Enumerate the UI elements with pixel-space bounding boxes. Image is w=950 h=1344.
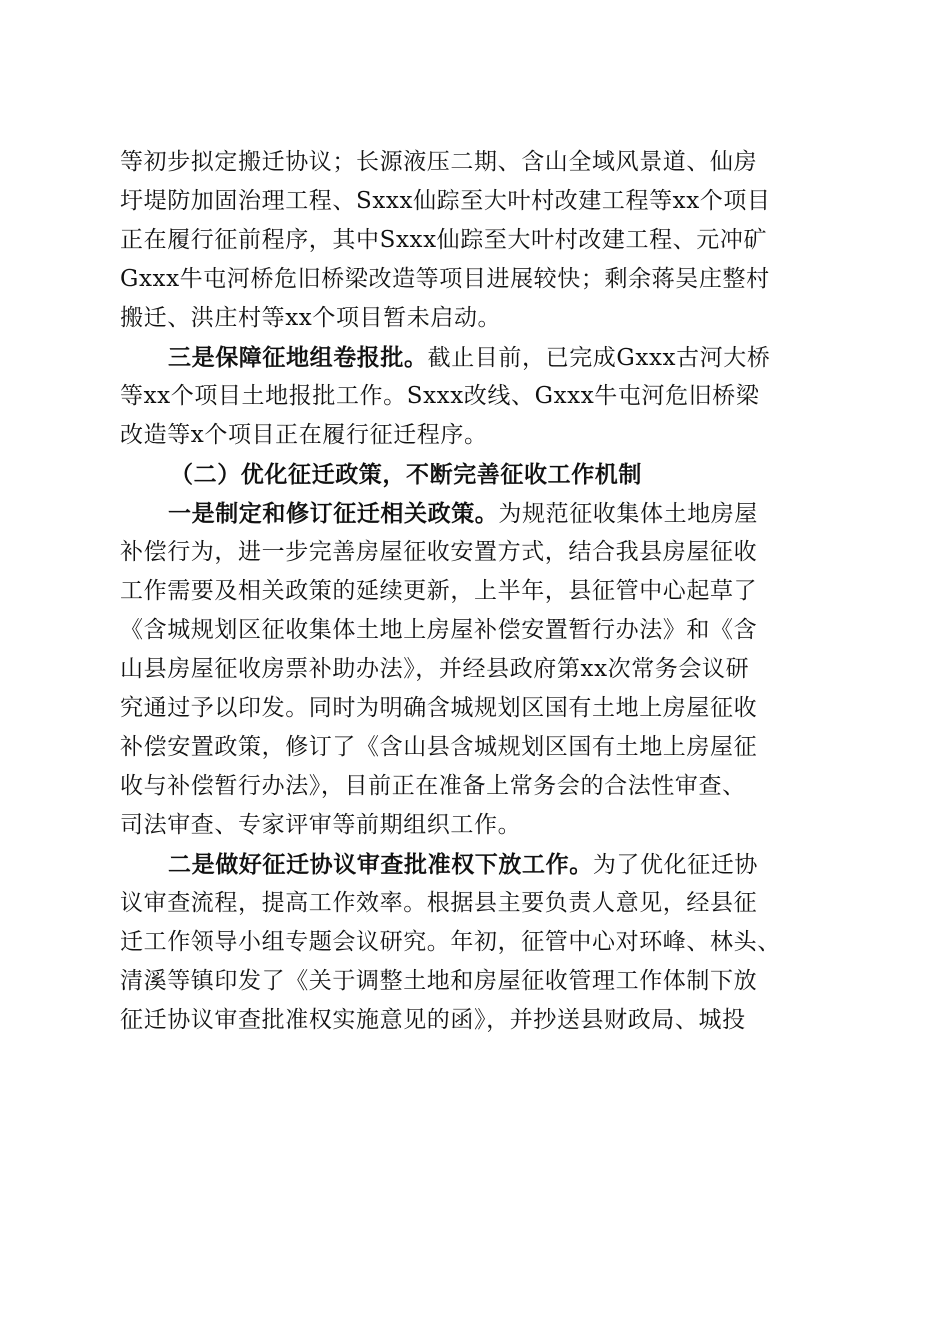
text-line: 圩堤防加固治理工程、Sxxx仙踪至大叶村改建工程等xx个项目 — [120, 188, 771, 214]
paragraph-text: 为了优化征迁协 — [592, 852, 759, 878]
text-line: 征迁协议审查批准权实施意见的函》，并抄送县财政局、城投 — [120, 1007, 746, 1033]
paragraph-land-acquisition-progress — [120, 143, 840, 338]
paragraph-text: 截止目前，已完成Gxxx古河大桥 — [427, 345, 771, 371]
text-line — [120, 845, 840, 884]
text-line: 清溪等镇印发了《关于调整土地和房屋征收管理工作体制下放 — [120, 968, 758, 994]
text-line: 工作需要及相关政策的延续更新，上半年，县征管中心起草了 — [120, 578, 758, 604]
paragraph-lead-heading: 三是保障征地组卷报批。 — [168, 344, 428, 371]
paragraph-lead-heading: 二是做好征迁协议审查批准权下放工作。 — [168, 851, 593, 878]
text-line: 搬迁、洪庄村等xx个项目暂未启动。 — [120, 305, 502, 331]
paragraph-land-approval — [120, 338, 840, 455]
text-line: 改造等x个项目正在履行征迁程序。 — [120, 422, 488, 448]
text-line — [120, 338, 840, 377]
text-line: 等xx个项目土地报批工作。Sxxx改线、Gxxx牛屯河危旧桥梁 — [120, 383, 760, 409]
paragraph-lead-heading: 一是制定和修订征迁相关政策。 — [168, 500, 499, 527]
document-body — [120, 143, 840, 1040]
text-line: 究通过予以印发。同时为明确含城规划区国有土地上房屋征收 — [120, 695, 758, 721]
text-line: 山县房屋征收房票补助办法》，并经县政府第xx次常务会议研 — [120, 656, 750, 682]
text-line: 迁工作领导小组专题会议研究。年初，征管中心对环峰、林头、 — [120, 929, 781, 955]
text-line: 司法审查、专家评审等前期组织工作。 — [120, 812, 522, 838]
section-title: （二）优化征迁政策，不断完善征收工作机制 — [170, 461, 642, 488]
text-line: 收与补偿暂行办法》，目前正在准备上常务会的合法性审查、 — [120, 773, 746, 799]
text-line: 补偿行为，进一步完善房屋征收安置方式，结合我县房屋征收 — [120, 539, 758, 565]
text-line: 等初步拟定搬迁协议；长源液压二期、含山全域风景道、仙房 — [120, 149, 758, 175]
section-heading — [120, 455, 840, 494]
text-line: Gxxx牛屯河桥危旧桥梁改造等项目进展较快；剩余蒋吴庄整村 — [120, 266, 770, 292]
text-line: 《含城规划区征收集体土地上房屋补偿安置暂行办法》和《含 — [120, 617, 758, 643]
text-line — [120, 494, 840, 533]
text-line: 补偿安置政策，修订了《含山县含城规划区国有土地上房屋征 — [120, 734, 758, 760]
paragraph-text: 为规范征收集体土地房屋 — [498, 501, 759, 527]
text-line: 正在履行征前程序，其中Sxxx仙踪至大叶村改建工程、元冲矿 — [120, 227, 768, 253]
text-line: 议审查流程，提高工作效率。根据县主要负责人意见，经县征 — [120, 890, 758, 916]
paragraph-policy-revision — [120, 494, 840, 845]
paragraph-approval-delegation — [120, 845, 840, 1040]
